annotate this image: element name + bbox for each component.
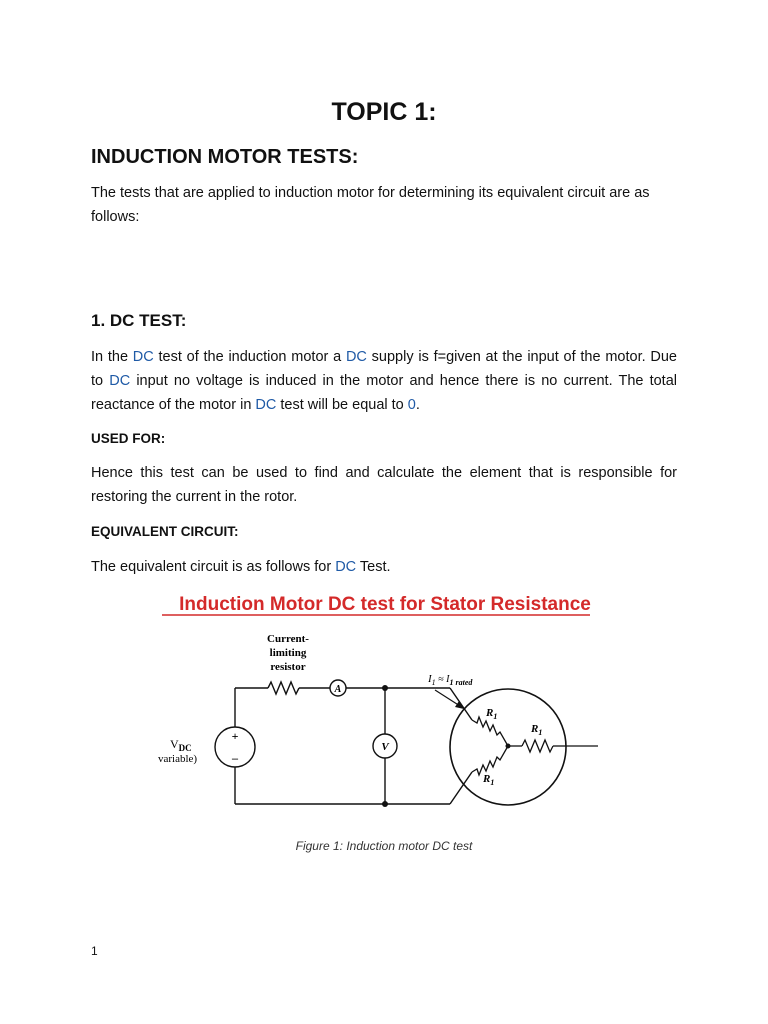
dc-term: DC [255,397,277,413]
circuit-wires [235,682,472,804]
current-sub: 1 [431,678,436,687]
star-point [506,744,511,749]
dc-text-part5: test will be equal to [276,397,408,413]
vdc-label [170,737,192,753]
dc-text-part3: supply is f=given at the input of the motor. Due to [91,349,677,389]
r1-label-upper [485,707,497,721]
dc-text-part1: In the [91,349,133,365]
vdc-subscript: DC [178,743,192,753]
current-arrow-head [455,701,464,709]
r-sub: 1 [493,712,498,721]
r-letter: R [486,707,494,719]
stator-resistor-upper [472,717,508,746]
current-limiting-resistor [268,682,299,694]
r-sub: 1 [490,778,495,787]
intro-paragraph: The tests that are applied to induction motor for determining its equivalent circuit are as follows: [91,185,650,225]
source-minus: – [232,751,238,765]
used-for-heading: USED FOR: [91,431,166,446]
dc-text-part4: input no voltage is induced in the motor and hence there is no current. The total reactance of the motor in [91,373,677,413]
zero-value: 0 [407,397,416,413]
r1-label-right [530,723,542,737]
voltmeter-label: V [381,741,389,753]
current-eq: ≈ I [435,674,450,685]
junction-dot [382,685,388,691]
r-sub: 1 [538,728,543,737]
used-for-paragraph: Hence this test can be used to find and calculate the element that is responsible for restoring the current in the rotor. [91,465,677,505]
dc-term: DC [132,349,154,365]
vdc-variable-label: variable) [158,753,198,765]
dc-test-heading: 1. DC TEST: [91,311,187,330]
section-heading-induction-motor-tests: INDUCTION MOTOR TESTS: [91,146,359,168]
eq-text-part2: Test. [356,559,391,575]
resistor-label-line3: resistor [270,661,306,673]
resistor-label-line1: Current- [267,633,309,645]
eq-text-part1: The equivalent circuit is as follows for [91,559,336,575]
dc-term: DC [335,559,357,575]
r1-label-lower [482,773,494,787]
equivalent-circuit-heading: EQUIVALENT CIRCUIT: [91,524,239,539]
dc-test-paragraph [91,345,677,417]
stator-resistor-lower [472,746,508,775]
current-label [427,673,473,687]
figure-caption: Figure 1: Induction motor DC test [295,839,473,853]
equivalent-circuit-paragraph [91,555,677,579]
dc-test-circuit-diagram [150,590,620,815]
figure-title: Induction Motor DC test for Stator Resistance [179,594,591,615]
ammeter-label: A [334,684,342,695]
stator-resistor-right [522,740,553,752]
resistor-label-line2: limiting [269,647,307,659]
current-I: I [428,673,432,685]
dc-term: DC [345,349,367,365]
page-number: 1 [91,944,98,958]
current-rated: 1 rated [449,678,473,687]
vdc-main: V [170,737,179,751]
dc-text-part2: test of the induction motor a [153,349,346,365]
dc-term: DC [109,373,131,389]
junction-dot [382,801,388,807]
source-plus: + [231,729,239,743]
topic-title: TOPIC 1: [331,98,437,126]
dc-text-end: . [415,397,420,413]
r-letter: R [483,773,491,785]
r-letter: R [531,723,539,735]
